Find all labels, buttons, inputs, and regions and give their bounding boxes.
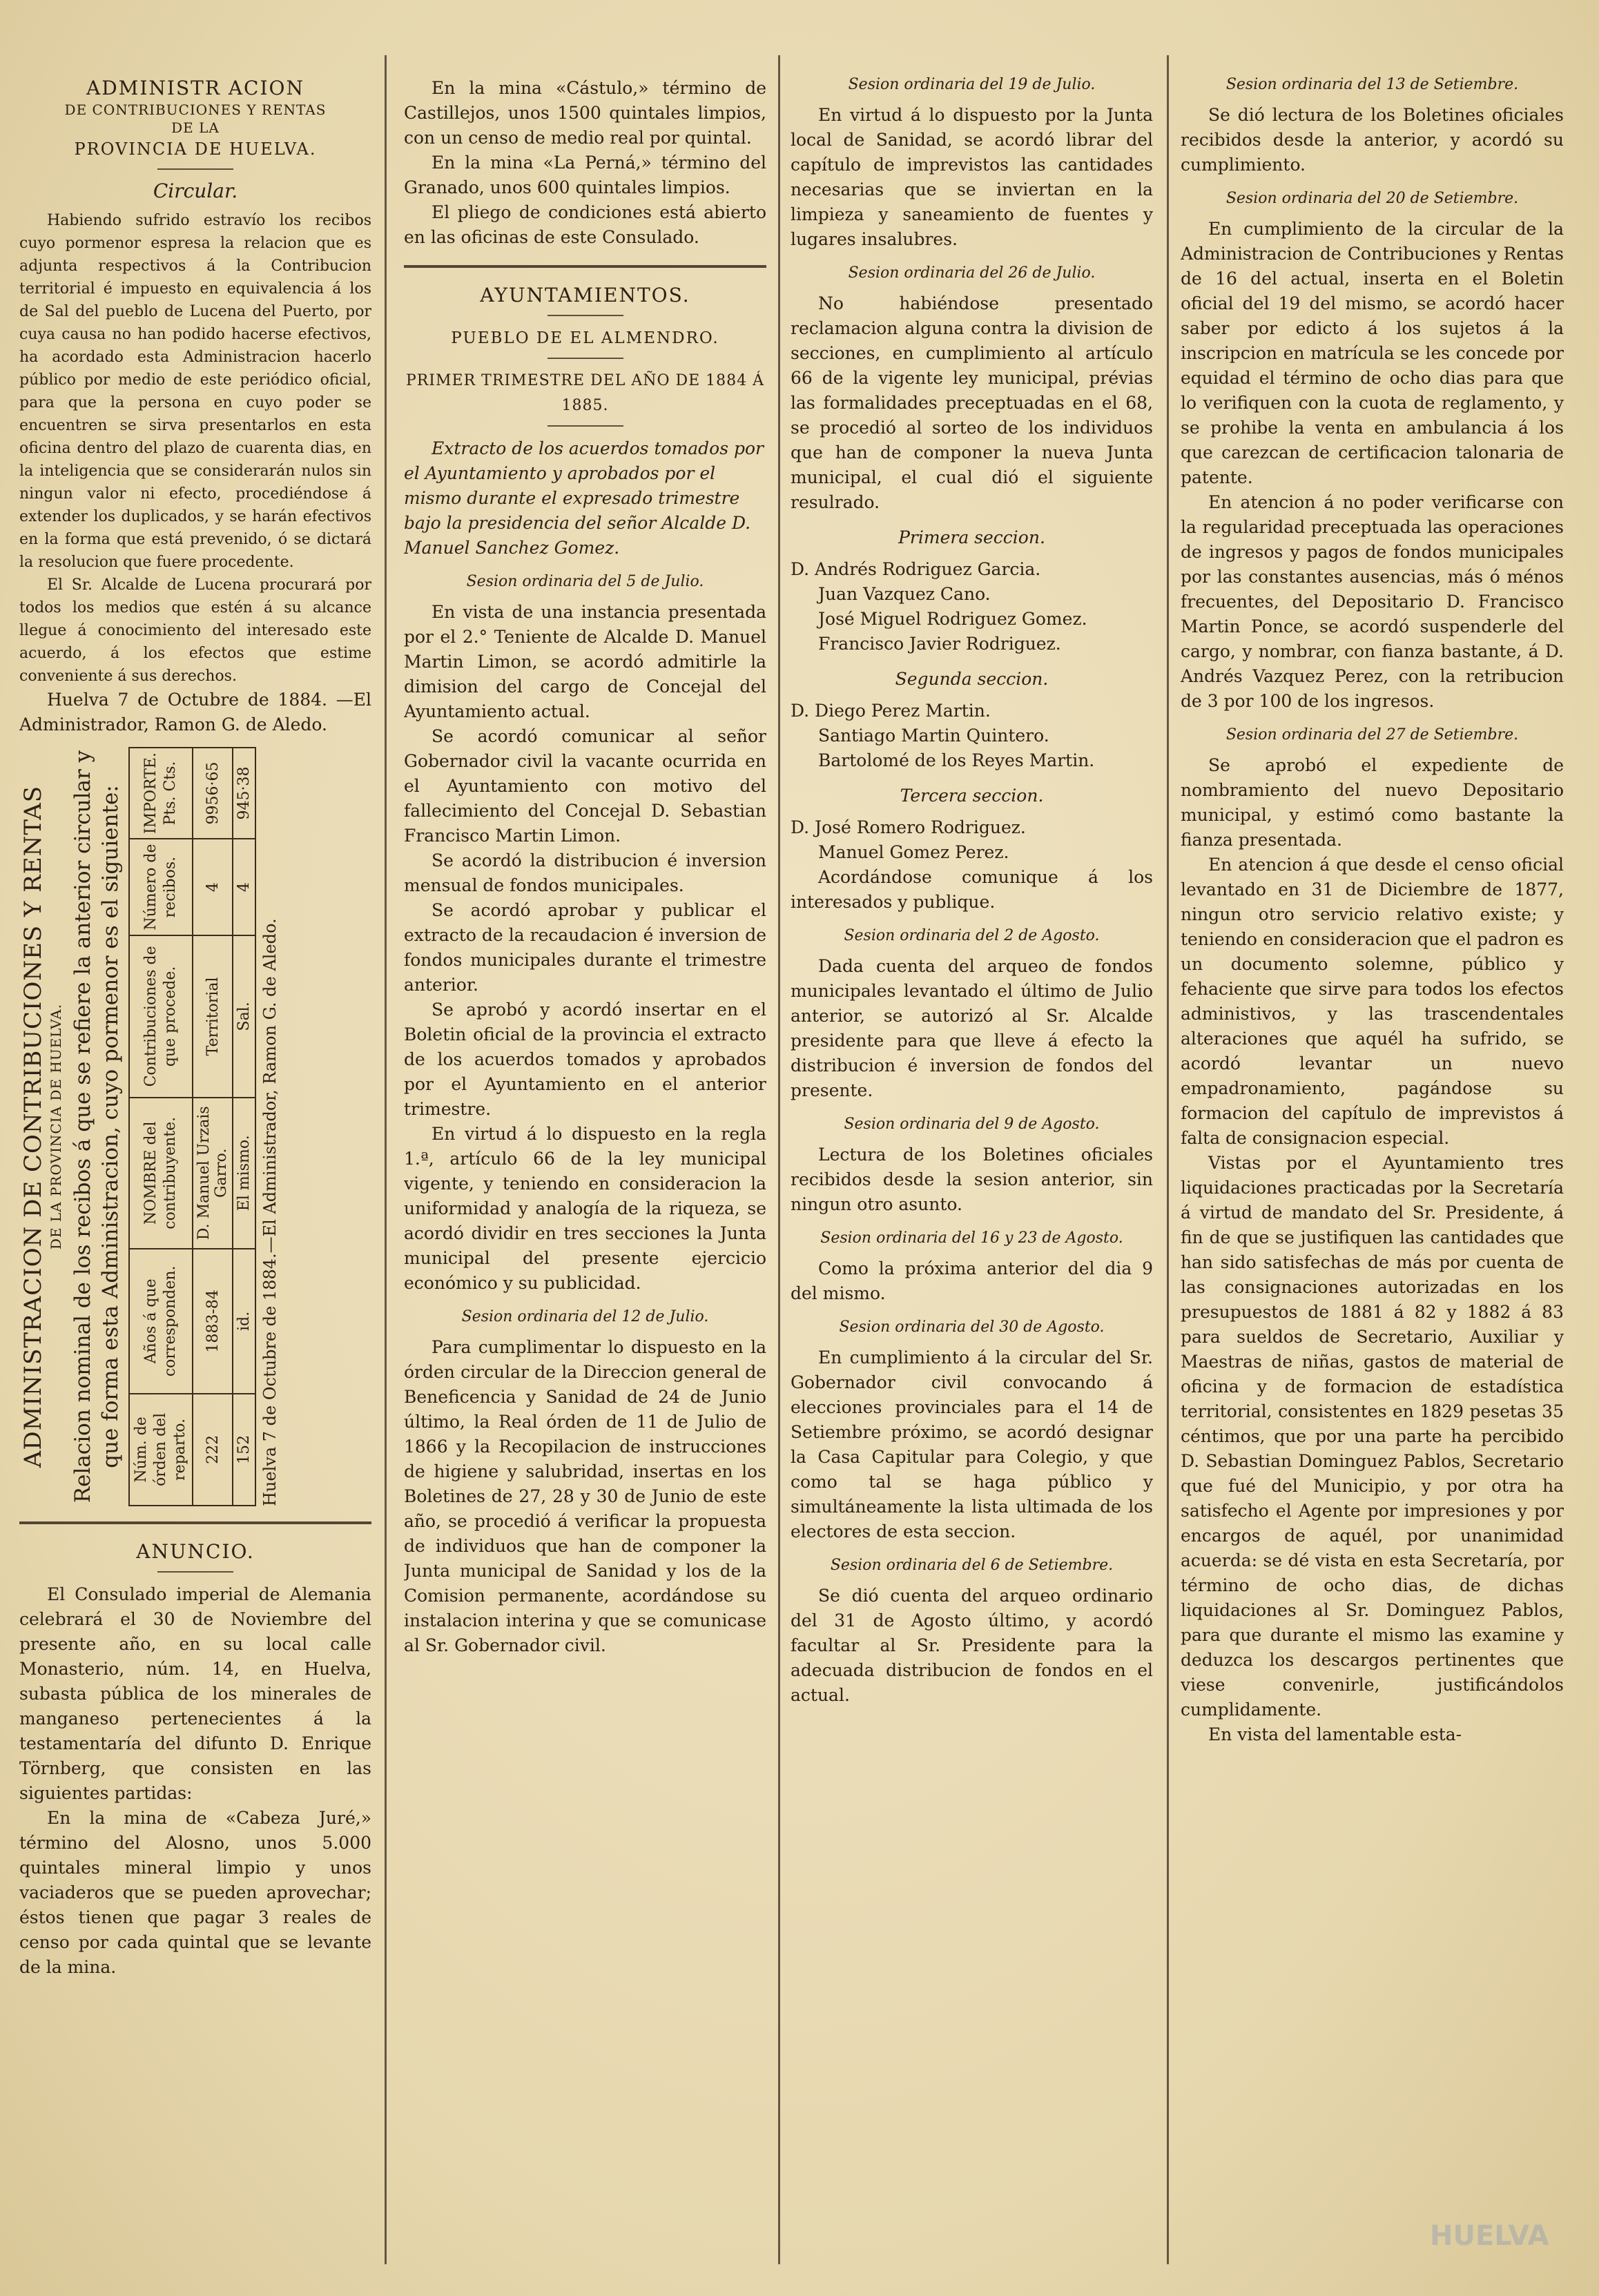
paragraph: Se acordó comunicar al señor Gobernador civil la vacante ocurrida en el Ayuntamiento con motivo del fallecimiento del Concejal D. Sebastian Francisco Martin Limon.	[404, 726, 766, 846]
section-label: Tercera seccion.	[900, 786, 1044, 806]
session-heading: Sesion ordinaria del 6 de Setiembre.	[830, 1557, 1114, 1574]
table-cell: 945·38	[233, 748, 255, 839]
column-rule	[778, 55, 780, 2264]
paragraph: El pliego de condiciones está abierto en las oficinas de este Consulado.	[404, 202, 766, 247]
table-cell: 4	[233, 839, 255, 935]
anuncio-title: ANUNCIO.	[136, 1540, 255, 1563]
relation-title: ADMINISTRACION DE CONTRIBUCIONES Y RENTAS	[19, 785, 47, 1468]
paragraph: En la mina «Cástulo,» término de Castillejos, unos 1500 quintales limpios, con un censo de medio real por quintal.	[404, 78, 766, 148]
table-row	[233, 748, 255, 1506]
section-label: Segunda seccion.	[895, 669, 1049, 689]
table-header-label: IMPORTE.	[142, 752, 159, 834]
table-cell: Territorial	[193, 935, 233, 1097]
extract-intro: Extracto de los acuerdos tomados por el Ayuntamiento y aprobados por el mismo durante el expresado trimestre bajo la presidencia del señor Alcalde D. Manuel Sanchez Gomez.	[404, 438, 764, 558]
town-title: PUEBLO DE EL ALMENDRO.	[451, 329, 719, 347]
divider	[547, 315, 623, 316]
member-name: D. Andrés Rodriguez Garcia.	[791, 559, 1041, 579]
paragraph: Se dió cuenta del arqueo ordinario del 31 de Agosto último, y acordó facultar al Sr. Presidente para la adecuada distribucion de fondos en el actual.	[791, 1586, 1153, 1705]
quarter-title: PRIMER TRIMESTRE DEL AÑO DE 1884 Á 1885.	[405, 372, 765, 414]
paragraph: Se dió lectura de los Boletines oficiales recibidos desde la anterior, y acordó su cumplimiento.	[1181, 105, 1564, 175]
section-rule	[404, 265, 766, 268]
paragraph: Habiendo sufrido estravío los recibos cuyo pormenor espresa la relacion que es adjunta respectivos á la Contribucion territorial é impuesto en equivalencia á los de Sal del pueblo de Lucena del Puerto, por cuya causa no han podido hacerse efectivos, ha acordado esta Administracion hacerlo público por medio de este periódico oficial, para que la persona en cuyo poder se encuentren se sirva presentarlos en esta oficina dentro del plazo de cuarenta dias, en la inteligencia que se considerarán nulos sin ningun valor ni efecto, procediéndose á extender los duplicados, y se harán efectivos en la forma que está prevenido, ó se dictará la resolucion que fuere procedente.	[19, 212, 371, 571]
admin-subheading: DE CONTRIBUCIONES Y RENTAS	[64, 101, 327, 118]
divider	[157, 168, 233, 170]
signature-line: Huelva 7 de Octubre de 1884. —El Administrador, Ramon G. de Aledo.	[19, 690, 371, 734]
paragraph: En cumplimiento á la circular del Sr. Gobernador civil convocando á elecciones provinciales para el 14 de Setiembre próximo, se acordó designar la Casa Capitular para Colegio, y que como tal se haga público y simultáneamente la lista ultimada de los electores de esta seccion.	[791, 1348, 1153, 1541]
table-header: Número de recibos.	[129, 839, 193, 935]
member-name: Bartolomé de los Reyes Martin.	[818, 750, 1095, 770]
admin-subheading: PROVINCIA DE HUELVA.	[74, 139, 317, 159]
session-heading: Sesion ordinaria del 16 y 23 de Agosto.	[820, 1229, 1123, 1247]
column-2	[404, 76, 766, 1658]
member-name: D. José Romero Rodriguez.	[791, 817, 1026, 837]
table-header: Contribuciones de que procede.	[129, 935, 193, 1097]
member-name: D. Diego Perez Martin.	[791, 701, 991, 721]
member-name: Santiago Martin Quintero.	[818, 726, 1049, 746]
table-cell: id.	[233, 1249, 255, 1394]
member-name: Juan Vazquez Cano.	[818, 584, 991, 604]
table-cell: 152	[233, 1394, 255, 1506]
relation-intro: Relacion nominal de los recibos á que se refiere la anterior circular y que forma esta Administracion, cuyo pormenor es el siguiente:	[70, 750, 123, 1504]
table-row	[193, 748, 233, 1506]
paragraph: Se acordó aprobar y publicar el extracto de la recaudacion é inversion de fondos municipales durante el trimestre anterior.	[404, 900, 766, 995]
member-name: Francisco Javier Rodriguez.	[818, 634, 1061, 654]
session-heading: Sesion ordinaria del 26 de Julio.	[848, 264, 1096, 282]
session-heading: Sesion ordinaria del 2 de Agosto.	[844, 927, 1100, 944]
divider	[157, 1571, 233, 1573]
paragraph: En virtud á lo dispuesto por la Junta local de Sanidad, se acordó librar del capítulo de imprevistos las cantidades necesarias que se inviertan en la limpieza y saneamiento de fuentes y lugares insalubres.	[791, 105, 1153, 249]
column-4	[1181, 76, 1564, 1747]
session-heading: Sesion ordinaria del 19 de Julio.	[848, 76, 1096, 93]
paragraph: Se aprobó y acordó insertar en el Boletin oficial de la provincia el extracto de los acuerdos tomados y aprobados por el Ayuntamiento en el anterior trimestre.	[404, 1000, 766, 1119]
paragraph: Como la próxima anterior del dia 9 del mismo.	[791, 1258, 1153, 1303]
paragraph: El Sr. Alcalde de Lucena procurará por todos los medios que estén á su alcance llegue á conocimiento del interesado este acuerdo, á los efectos que estime conveniente á sus derechos.	[19, 576, 371, 685]
paragraph: El Consulado imperial de Alemania celebrará el 30 de Noviembre del presente año, en su local calle Monasterio, núm. 14, en Huelva, subasta pública de los minerales de manganeso pertenecientes á la testamentaría del difunto D. Enrique Törnberg, que consisten en las siguientes partidas:	[19, 1584, 371, 1803]
session-heading: Sesion ordinaria del 13 de Setiembre.	[1225, 76, 1519, 93]
session-heading: Sesion ordinaria del 9 de Agosto.	[844, 1116, 1100, 1133]
paragraph: Lectura de los Boletines oficiales recibidos desde la sesion anterior, sin ningun otro asunto.	[791, 1145, 1153, 1214]
paragraph: En virtud á lo dispuesto en la regla 1.ª, artículo 66 de la ley municipal vigente, y teniendo en consideracion la uniformidad y analogía de la riqueza, se acordó dividir en tres secciones la Junta municipal del presente ejercicio económico y su publicidad.	[404, 1124, 766, 1293]
member-name: José Miguel Rodriguez Gomez.	[818, 609, 1087, 629]
column-rule	[1167, 55, 1169, 2264]
column-rule	[385, 55, 387, 2264]
receipt-relation	[19, 747, 371, 1506]
column-3	[791, 76, 1153, 1708]
paragraph: En la mina de «Cabeza Juré,» término del Alosno, unos 5.000 quintales mineral limpio y unos vaciaderos que se pueden aprovechar; éstos tienen que pagar 3 reales de censo por cada quintal que se levante de la mina.	[19, 1808, 371, 1977]
admin-subheading: DE LA	[171, 119, 220, 136]
session-heading: Sesion ordinaria del 12 de Julio.	[461, 1308, 709, 1325]
session-heading: Sesion ordinaria del 27 de Setiembre.	[1225, 726, 1519, 743]
paragraph: En atencion á no poder verificarse con la regularidad preceptuada las operaciones de ingresos y pagos de fondos municipales por las constantes ausencias, más ó ménos frecuentes, del Depositario D. Francisco Martin Ponce, se acordó suspenderle del cargo, y nombrar, con fianza bastante, á D. Andrés Vazquez Perez, con la retribucion de 3 por 100 de los ingresos.	[1181, 492, 1564, 711]
library-watermark: HUELVA	[1430, 2220, 1549, 2252]
divider	[547, 358, 623, 359]
table-cell: 1883-84	[193, 1249, 233, 1394]
relation-subtitle: DE LA PROVINCIA DE HUELVA.	[48, 1003, 64, 1250]
divider	[547, 425, 623, 427]
column-1	[19, 76, 371, 1980]
paragraph: En la mina «La Perná,» término del Granado, unos 600 quintales limpios.	[404, 153, 766, 197]
paragraph: Se aprobó el expediente de nombramiento del nuevo Depositario municipal, y estimó como bastante la fianza presentada.	[1181, 755, 1564, 850]
paragraph: Dada cuenta del arqueo de fondos municipales levantado el último de Julio anterior, se autorizó al Sr. Alcalde presidente para que lleve á efecto la distribucion é inversion de fondos del presente.	[791, 956, 1153, 1100]
section-label: Primera seccion.	[898, 527, 1045, 547]
paragraph: Se acordó la distribucion é inversion mensual de fondos municipales.	[404, 850, 766, 895]
paragraph: En atencion á que desde el censo oficial levantado en 31 de Diciembre de 1877, ningun otro servicio relativo existe; y teniendo en consideracion que el padron es un documento solemne, público y fehaciente que sirve para todos los efectos administivos, y las trascendentales alteraciones que aquél ha sufrido, se acordó levantar un nuevo empadronamiento, pagándose su formacion del capítulo de imprevistos á falta de consignacion especial.	[1181, 855, 1564, 1148]
paragraph: Vistas por el Ayuntamiento tres liquidaciones practicadas por la Secretaría á virtud de mandato del Sr. Presidente, á fin de que se justifiquen las cantidades que han sido satisfechas de más por cuenta de las consignaciones autorizadas en los presupuestos de 1881 á 82 y 1882 á 83 para sueldos de Secretario, Auxiliar y Maestras de niñas, gastos de material de oficina y de formacion de estadística territorial, consistentes en 1829 pesetas 35 céntimos, que por una parte ha percibido D. Sebastian Dominguez Pablos, Secretario que fué del Municipio, y por otra ha satisfecho el Agente por impresiones y por encargos de aquél, por unanimidad acuerda: se dé vista en esta Secretaría, por término de ocho dias, de dichas liquidaciones al Sr. Dominguez Pablos, para que durante el mismo las examine y deduzca los descargos pertinentes que viese convenirle, justificándolos cumplidamente.	[1181, 1153, 1564, 1720]
section-rule	[19, 1521, 371, 1524]
table-cell: 9956·65	[193, 748, 233, 839]
paragraph: En cumplimiento de la circular de la Administracion de Contribuciones y Rentas de 16 del actual, inserta en el Boletin oficial del 19 del mismo, se acordó hacer saber por edicto á los sujetos á la inscripcion en matrícula se les concede por equidad el término de ocho dias para que lo verifiquen con la cuota de reglamento, y se prohibe la venta en ambulancia á los que carezcan de certificacion talonaria de patente.	[1181, 219, 1564, 487]
paragraph: En vista del lamentable esta-	[1208, 1724, 1462, 1744]
paragraph: No habiéndose presentado reclamacion alguna contra la division de secciones, en cumplimiento al artículo 66 de la vigente ley municipal, prévias las formalidades preceptuadas en el 68, se procedió al sorteo de los individuos que han de componer la nueva Junta municipal, el cual dió el siguiente resulrado.	[791, 293, 1153, 512]
table-header: Núm. de órden del reparto.	[129, 1394, 193, 1506]
section-title: AYUNTAMIENTOS.	[480, 284, 690, 307]
session-heading: Sesion ordinaria del 5 de Julio.	[466, 573, 704, 590]
paragraph: Acordándose comunique á los interesados y publique.	[791, 867, 1153, 912]
table-cell: D. Manuel Urzais Garro.	[193, 1098, 233, 1249]
table-header	[129, 748, 193, 839]
paragraph: En vista de una instancia presentada por el 2.° Teniente de Alcalde D. Manuel Martin Limon, se acordó admitirle la dimision del cargo de Concejal del Ayuntamiento actual.	[404, 602, 766, 721]
paragraph: Para cumplimentar lo dispuesto en la órden circular de la Direccion general de Beneficencia y Sanidad de 24 de Junio último, la Real órden de 11 de Julio de 1866 y la Recopilacion de instrucciones de higiene y salubridad, insertas en los Boletines de 27, 28 y 30 de Junio de este año, se procedió á verificar la propuesta de individuos que han de componer la Junta municipal de Sanidad y los de la Comision permanente, acordándose su instalacion interina y que se comunicase al Sr. Gobernador civil.	[404, 1337, 766, 1655]
table-cell: Sal.	[233, 935, 255, 1097]
table-cell: 222	[193, 1394, 233, 1506]
session-heading: Sesion ordinaria del 20 de Setiembre.	[1225, 190, 1519, 207]
table-cell: El mismo.	[233, 1098, 255, 1249]
table-header: NOMBRE del contribuyente.	[129, 1098, 193, 1249]
table-header: Años á que corresponden.	[129, 1249, 193, 1394]
receipts-table	[128, 747, 256, 1506]
circular-title: Circular.	[153, 179, 238, 202]
table-header-label: Pts. Cts.	[162, 761, 179, 826]
relation-signature: Huelva 7 de Octubre de 1884.—El Administrador, Ramon G. de Aledo.	[260, 918, 280, 1506]
table-cell: 4	[193, 839, 233, 935]
session-heading: Sesion ordinaria del 30 de Agosto.	[839, 1319, 1105, 1336]
admin-heading: ADMINISTR ACION	[86, 77, 304, 99]
member-name: Manuel Gomez Perez.	[818, 842, 1009, 862]
